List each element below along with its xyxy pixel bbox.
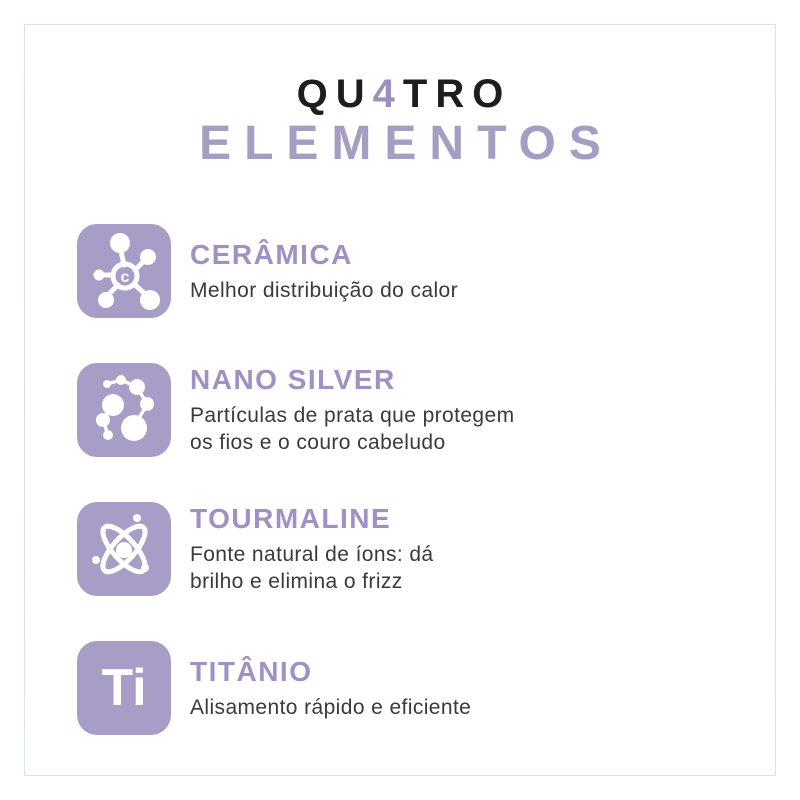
item-text (190, 364, 515, 456)
list-item-titanio (77, 641, 776, 735)
title-elementos: ELEMENTOS (199, 117, 614, 170)
title-block (24, 24, 776, 168)
item-text (190, 656, 471, 721)
elements-list (77, 224, 776, 735)
description-line: Alisamento rápido e eficiente (190, 695, 472, 719)
item-title-titanio: TITÂNIO (190, 655, 313, 687)
title-quatro-qu: QU (296, 72, 373, 116)
description-line: os fios e o couro cabeludo (190, 431, 446, 454)
description-line: Fonte natural de íons: dá (190, 543, 434, 566)
description-line: brilho e elimina o frizz (190, 570, 403, 593)
item-description-titanio (190, 694, 471, 721)
ceramic-molecule-icon (77, 224, 171, 318)
item-title-nano-silver: NANO SILVER (190, 364, 396, 395)
title-quatro-tro: TRO (402, 72, 512, 116)
item-text (190, 239, 458, 304)
item-text (190, 503, 434, 595)
infographic-content (24, 24, 776, 776)
titanium-ti-glyph: Ti (101, 659, 147, 717)
list-item-nano-silver (77, 363, 776, 457)
description-line: Melhor distribuição do calor (190, 278, 458, 302)
item-description-tourmaline (190, 541, 434, 595)
item-description-nano-silver (190, 402, 515, 456)
list-item-tourmaline (77, 502, 776, 596)
ceramic-c-glyph: c (120, 269, 130, 286)
list-item-ceramica (77, 224, 776, 318)
item-title-tourmaline: TOURMALINE (190, 503, 392, 534)
atom-icon (77, 502, 171, 596)
title-quatro (24, 74, 776, 114)
nano-silver-particles-icon (77, 363, 171, 457)
description-line: Partículas de prata que protegem (190, 404, 515, 427)
item-title-ceramica: CERÂMICA (190, 238, 353, 270)
titanium-symbol-icon (77, 641, 171, 735)
title-quatro-4: 4 (372, 72, 403, 116)
item-description-ceramica (190, 277, 458, 304)
